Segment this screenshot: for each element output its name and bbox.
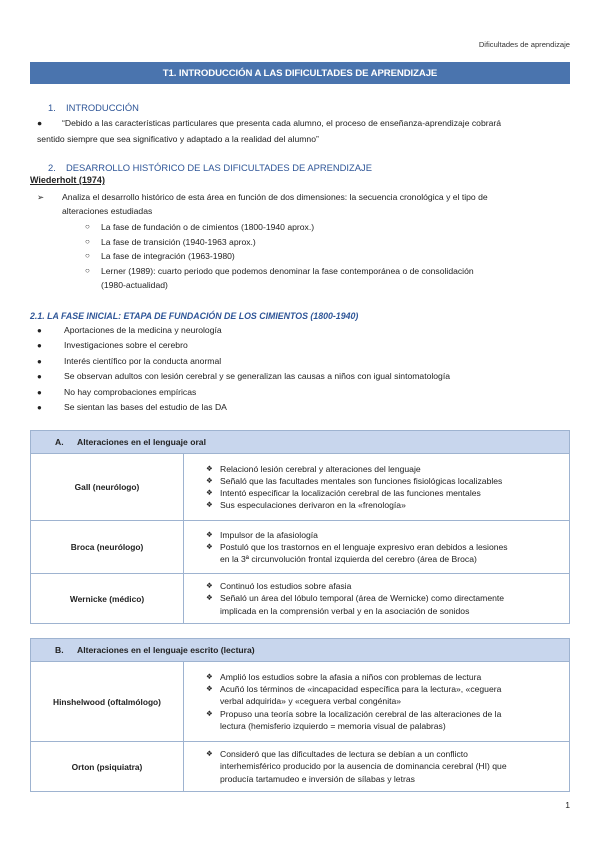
section-2-1-heading: 2.1. LA FASE INICIAL: ETAPA DE FUNDACIÓN DE LOS CIMIENTOS (1800-1940): [30, 311, 359, 321]
row-description: ❖ Relacionó lesión cerebral y alteraciones del lenguaje ❖ Señaló que las facultades mentales son funciones fisiológicas localizables ❖ Intentó especificar la localización cerebral de las funciones mentales ❖ Sus especulaciones derivaron en la «frenología»: [184, 454, 570, 521]
row-name: Orton (psiquiatra): [31, 742, 184, 792]
table-row: [31, 742, 570, 792]
section-1-heading: [48, 102, 139, 113]
diamond-bullet-icon: ❖: [206, 749, 213, 759]
circle-bullet-icon: ○: [85, 222, 90, 231]
bullet-icon: ●: [37, 326, 42, 335]
row-description: ❖ Consideró que las dificultades de lectura se debían a un conflicto interhemisférico producido por la ausencia de dominancia cerebral (HI) que producía tartamudeo e inversión de sílabas y letras: [184, 742, 570, 792]
diamond-bullet-icon: ❖: [206, 475, 213, 485]
list-item: ● Aportaciones de la medicina y neurología: [37, 323, 557, 338]
row-name: Gall (neurólogo): [31, 454, 184, 521]
circle-bullet-icon: ○: [85, 265, 90, 275]
list-item-continuation: (1980-actualidad): [101, 280, 168, 290]
intro-line-1: Analiza el desarrollo histórico de esta área en función de dos dimensiones: la secuencia cronológica y el tipo de: [62, 192, 488, 202]
row-name: Broca (neurólogo): [31, 521, 184, 574]
list-item: ○ Lerner (1989): cuarto periodo que podemos denominar la fase contemporánea o de consolidación: [85, 264, 555, 279]
row-description: ❖ Continuó los estudios sobre afasia ❖ Señaló un área del lóbulo temporal (área de Wernicke) como directamente implicada en la comprensión verbal y en la asociación de sonidos: [184, 574, 570, 624]
diamond-bullet-icon: ❖: [206, 529, 213, 539]
quote-line-1: “Debido a las características particulares que presenta cada alumno, el proceso de enseñanza-aprendizaje cobrará: [62, 118, 502, 128]
bullet-icon: ●: [37, 341, 42, 351]
intro-line-2: alteraciones estudiadas: [62, 206, 153, 216]
circle-bullet-icon: ○: [85, 236, 90, 246]
table-a-header: A. Alteraciones en el lenguaje oral: [31, 431, 570, 454]
list-item: ● Se observan adultos con lesión cerebral y se generalizan las causas a niños con igual sintomatología: [37, 369, 557, 384]
quote-line-2: sentido siempre que sea significativo y adaptado a la realidad del alumno”: [37, 134, 319, 144]
list-item: ○ La fase de transición (1940-1963 aprox.): [85, 235, 555, 250]
diamond-bullet-icon: ❖: [206, 684, 213, 694]
running-header: Dificultades de aprendizaje: [478, 40, 570, 49]
section-2-number: 2.: [48, 162, 56, 173]
list-item: ○ La fase de fundación o de cimientos (1800-1940 aprox.): [85, 220, 555, 235]
table-written-language: [30, 638, 570, 792]
section-1-number: 1.: [48, 102, 56, 113]
diamond-bullet-icon: ❖: [206, 581, 213, 591]
diamond-bullet-icon: ❖: [206, 593, 213, 603]
phases-list: [85, 220, 555, 293]
list-item: ● Investigaciones sobre el cerebro: [37, 338, 557, 353]
diamond-bullet-icon: ❖: [206, 541, 213, 551]
section-1-title: INTRODUCCIÓN: [66, 102, 139, 113]
arrow-bullet-icon: ➢: [37, 192, 45, 202]
row-name: Wernicke (médico): [31, 574, 184, 624]
list-item: ● Se sientan las bases del estudio de las DA: [37, 400, 557, 415]
row-name: Hinshelwood (oftalmólogo): [31, 662, 184, 742]
bullet-icon: ●: [37, 372, 42, 382]
intro-quote: [37, 116, 567, 146]
diamond-bullet-icon: ❖: [206, 708, 213, 718]
foundation-list: [37, 323, 557, 415]
bullet-icon: ●: [37, 356, 42, 366]
diamond-bullet-icon: ❖: [206, 488, 213, 497]
diamond-bullet-icon: ❖: [206, 671, 213, 681]
bullet-icon: ●: [37, 403, 42, 413]
table-row: [31, 521, 570, 574]
diamond-bullet-icon: ❖: [206, 463, 213, 473]
row-description: ❖ Impulsor de la afasiología ❖ Postuló que los trastornos en el lenguaje expresivo eran debidos a lesiones en la 3ª circunvolución frontal izquierda del cerebro (área de Broca): [184, 521, 570, 574]
list-item: ● Interés científico por la conducta anormal: [37, 354, 557, 369]
page-title: T1. INTRODUCCIÓN A LAS DIFICULTADES DE APRENDIZAJE: [30, 62, 570, 84]
table-b-header: B. Alteraciones en el lenguaje escrito (lectura): [31, 639, 570, 662]
list-item: ● No hay comprobaciones empíricas: [37, 385, 557, 400]
table-oral-language: [30, 430, 570, 624]
section-2-title: DESARROLLO HISTÓRICO DE LAS DIFICULTADES DE APRENDIZAJE: [66, 162, 372, 173]
table-row: [31, 454, 570, 521]
bullet-icon: ●: [37, 387, 42, 397]
page-number: 1: [565, 800, 570, 810]
row-description: ❖ Amplió los estudios sobre la afasia a niños con problemas de lectura ❖ Acuñó los términos de «incapacidad específica para la lectura», «ceguera verbal adquirida» y «ceguera verbal congénita» ❖ Propuso una teoría sobre la localización cerebral de las alteraciones de la lectura (hemisferio izquierdo = memoria visual de palabras): [184, 662, 570, 742]
circle-bullet-icon: ○: [85, 251, 90, 260]
list-item: ○ La fase de integración (1963-1980): [85, 249, 555, 264]
bullet-icon: ●: [37, 118, 43, 128]
table-row: [31, 574, 570, 624]
author-heading: Wiederholt (1974): [30, 175, 105, 185]
table-row: [31, 662, 570, 742]
diamond-bullet-icon: ❖: [206, 500, 213, 510]
section-2-heading: [48, 162, 372, 173]
historical-intro: [37, 190, 567, 218]
